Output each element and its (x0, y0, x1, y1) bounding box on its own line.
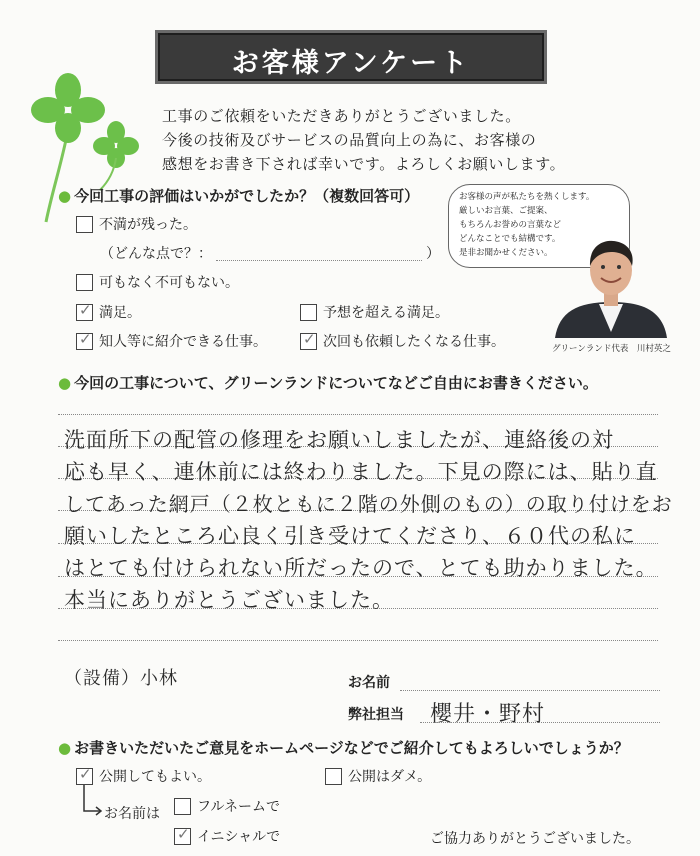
page-title: お客様アンケート (231, 48, 471, 79)
option-label: 可もなく不可もない。 (99, 275, 239, 291)
name-line[interactable] (400, 690, 660, 691)
bubble-line: 是非お聞かせください。 (459, 248, 553, 258)
check-icon: ✓ (79, 764, 92, 783)
option-dissatisfied[interactable] (76, 214, 197, 234)
where-field[interactable] (100, 243, 440, 263)
handwritten-line: 願いしたところ心良く引き受けてくださり、６０代の私に (64, 524, 636, 548)
checkbox[interactable] (325, 768, 342, 785)
q1-heading (58, 185, 419, 206)
arrow-icon (80, 785, 104, 821)
thanks-text: ご協力ありがとうございました。 (430, 831, 640, 847)
checkbox[interactable] (300, 304, 317, 321)
staff-label: 弊社担当 (348, 707, 404, 723)
intro-line: 今後の技術及びサービスの品質向上の為に、お客様の (162, 131, 537, 149)
intro-line: 工事のご依頼をいただきありがとうございました。 (162, 107, 521, 125)
checkbox[interactable] (76, 300, 93, 321)
q1-label: 今回工事の評価はいかがでしたか？（複数回答可） (74, 187, 420, 205)
handwritten-line: はとても付けられない所だったので、とても助かりました。 (64, 556, 658, 580)
q2-label: 今回の工事について、グリーンランドについてなどご自由にお書きください。 (74, 374, 598, 392)
intro-line: 感想をお書き下されば幸いです。よろしくお願いします。 (162, 155, 566, 173)
q3-heading (58, 737, 629, 758)
option-satisfied[interactable] (76, 302, 141, 322)
intro-text (162, 104, 632, 176)
option-refer[interactable] (76, 331, 267, 351)
option-label: 予想を超える満足。 (323, 305, 449, 321)
option-neutral[interactable] (76, 272, 239, 292)
checkbox[interactable] (76, 764, 93, 785)
option-label: 公開してもよい。 (99, 769, 211, 785)
checkbox[interactable] (76, 216, 93, 233)
name-option-label: お名前は (104, 806, 160, 822)
where-label: （どんな点で？： (100, 246, 212, 262)
handwritten-line: 応も早く、連休前には終わりました。下見の際には、貼り直 (64, 460, 658, 484)
q3-label: お書きいただいたご意見をホームページなどでご紹介してもよろしいでしょうか？ (74, 739, 629, 757)
option-public[interactable] (76, 766, 211, 786)
option-label: イニシャルで (197, 829, 281, 845)
handwritten-line: 洗面所下の配管の修理をお願いしましたが、連絡後の対 (64, 428, 614, 452)
checkbox[interactable] (300, 329, 317, 350)
checkbox[interactable] (174, 798, 191, 815)
check-icon: ✓ (177, 824, 190, 843)
handwritten-line: してあった網戸（２枚ともに２階の外側のもの）の取り付けをお (64, 492, 673, 516)
handwritten-line: 本当にありがとうございました。 (64, 588, 394, 612)
title-banner (155, 30, 547, 84)
option-exceed[interactable] (300, 302, 449, 322)
check-icon: ✓ (79, 329, 92, 348)
q2-heading (58, 372, 598, 393)
writing-line (58, 414, 658, 415)
option-label: 満足。 (99, 305, 141, 321)
check-icon: ✓ (303, 329, 316, 348)
bullet-icon: ● (58, 187, 72, 205)
option-label: 次回も依頼したくなる仕事。 (323, 334, 505, 350)
president-caption: グリーンランド代表 川村英之 (552, 344, 671, 354)
option-private[interactable] (325, 766, 431, 786)
option-label: 知人等に紹介できる仕事。 (99, 334, 267, 350)
bubble-line: お客様の声が私たちを熱くします。 (459, 192, 595, 202)
option-fullname[interactable] (174, 796, 280, 816)
bullet-icon: ● (58, 739, 72, 757)
where-input-line[interactable] (216, 246, 422, 261)
where-close: ） (426, 246, 440, 262)
option-label: フルネームで (197, 799, 281, 815)
staff-value: 櫻井・野村 (430, 702, 546, 727)
bullet-icon: ● (58, 374, 72, 392)
writing-line (58, 640, 658, 641)
bubble-line: 厳しいお言葉、ご提案、 (459, 206, 553, 216)
option-again[interactable] (300, 331, 505, 351)
checkbox[interactable] (76, 329, 93, 350)
bubble-line: どんなことでも結構です。 (459, 234, 561, 244)
option-label: 公開はダメ。 (348, 769, 432, 785)
name-label: お名前 (348, 675, 390, 691)
checkbox[interactable] (174, 824, 191, 845)
president-portrait (555, 232, 667, 338)
option-label: 不満が残った。 (99, 217, 197, 233)
check-icon: ✓ (79, 300, 92, 319)
worker-name: （設備）小林 (64, 668, 178, 689)
staff-line (420, 722, 660, 723)
option-initial[interactable] (174, 826, 280, 846)
bubble-line: もちろんお誉めの言葉など (459, 220, 562, 230)
checkbox[interactable] (76, 274, 93, 291)
